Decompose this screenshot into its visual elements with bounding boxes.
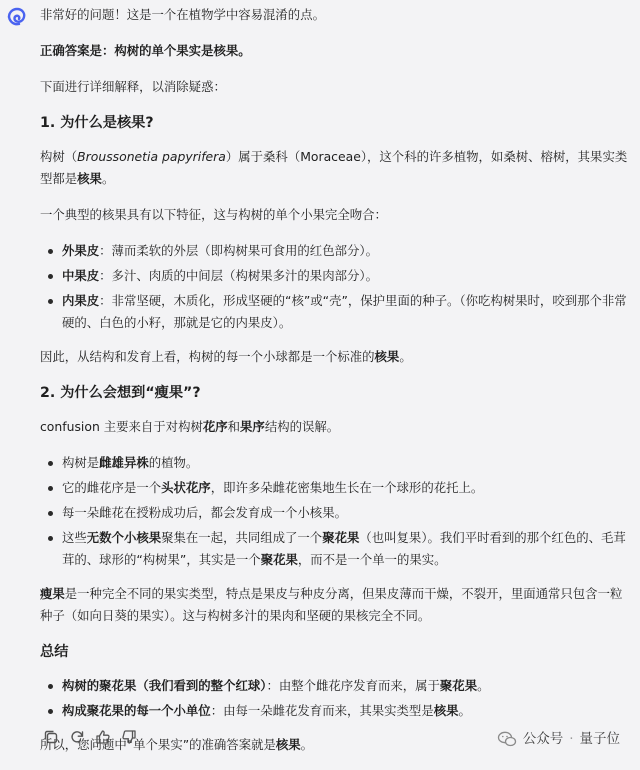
list-item: 每一朵雌花在授粉成功后，都会发育成一个小核果。 <box>40 502 628 524</box>
section-1-paragraph-1: 构树（Broussonetia papyrifera）属于桑科（Moraceae），这个科的许多植物，如桑树、榕树，其果实类型都是核果。 <box>40 149 628 186</box>
list-item: 构成聚花果的每一个小单位：由每一朵雌花发育而来，其果实类型是核果。 <box>40 700 628 722</box>
section-1-conclusion: 因此，从结构和发育上看，构树的每一个小球都是一个标准的核果。 <box>40 349 412 364</box>
list-item: 这些无数个小核果聚集在一起，共同组成了一个聚花果（也叫复果）。我们平时看到的那个红色的、毛茸茸的、球形的“构树果”，其实是一个聚花果，而不是一个单一的果实。 <box>40 527 628 571</box>
list-item: 它的雌花序是一个头状花序，即许多朵雌花密集地生长在一个球形的花托上。 <box>40 477 628 499</box>
achene-paragraph: 瘦果是一种完全不同的果实类型，特点是果皮与种皮分离，但果皮薄而干燥，不裂开，里面通常只包含一粒种子（如向日葵的果实）。这与构树多汁的果肉和坚硬的果核完全不同。 <box>40 586 623 623</box>
list-item: 内果皮：非常坚硬，木质化，形成坚硬的“核”或“壳”，保护里面的种子。（你吃构树果时，咬到那个非常硬的、白色的小籽，那就是它的内果皮）。 <box>40 290 628 334</box>
section-1-heading: 1. 为什么是核果? <box>40 115 154 131</box>
assistant-logo-icon <box>6 6 28 28</box>
refresh-icon[interactable] <box>68 728 86 746</box>
section-1-paragraph-2: 一个典型的核果具有以下特征，这与构树的单个小果完全吻合： <box>40 207 387 222</box>
final-answer: 所以，您问题中“单个果实”的准确答案就是核果。 <box>40 737 314 752</box>
message-actions <box>40 726 628 748</box>
list-item: 构树的聚花果（我们看到的整个红球）：由整个雌花序发育而来，属于聚花果。 <box>40 675 628 697</box>
answer-line: 正确答案是：构树的单个果实是核果。 <box>40 43 251 58</box>
wechat-icon <box>497 730 517 748</box>
copy-icon[interactable] <box>42 728 60 746</box>
confusion-list <box>40 452 628 571</box>
drupe-features-list <box>40 240 628 334</box>
assistant-message <box>40 4 628 770</box>
thumbs-up-icon[interactable] <box>94 728 112 746</box>
section-2-paragraph-1: confusion 主要来自于对构树花序和果序结构的误解。 <box>40 419 340 434</box>
section-2-heading: 2. 为什么会想到“瘦果”? <box>40 385 201 401</box>
list-item: 中果皮：多汁、肉质的中间层（构树果多汁的果肉部分）。 <box>40 265 628 287</box>
list-item: 外果皮：薄而柔软的外层（即构树果可食用的红色部分）。 <box>40 240 628 262</box>
watermark: 公众号 · 量子位 <box>497 728 620 750</box>
lead-text: 下面进行详细解释，以消除疑惑： <box>40 79 226 94</box>
summary-list <box>40 675 628 722</box>
intro-text: 非常好的问题！这是一个在植物学中容易混淆的点。 <box>40 7 325 22</box>
summary-heading: 总结 <box>40 644 69 660</box>
thumbs-down-icon[interactable] <box>120 728 138 746</box>
list-item: 构树是雌雄异株的植物。 <box>40 452 628 474</box>
